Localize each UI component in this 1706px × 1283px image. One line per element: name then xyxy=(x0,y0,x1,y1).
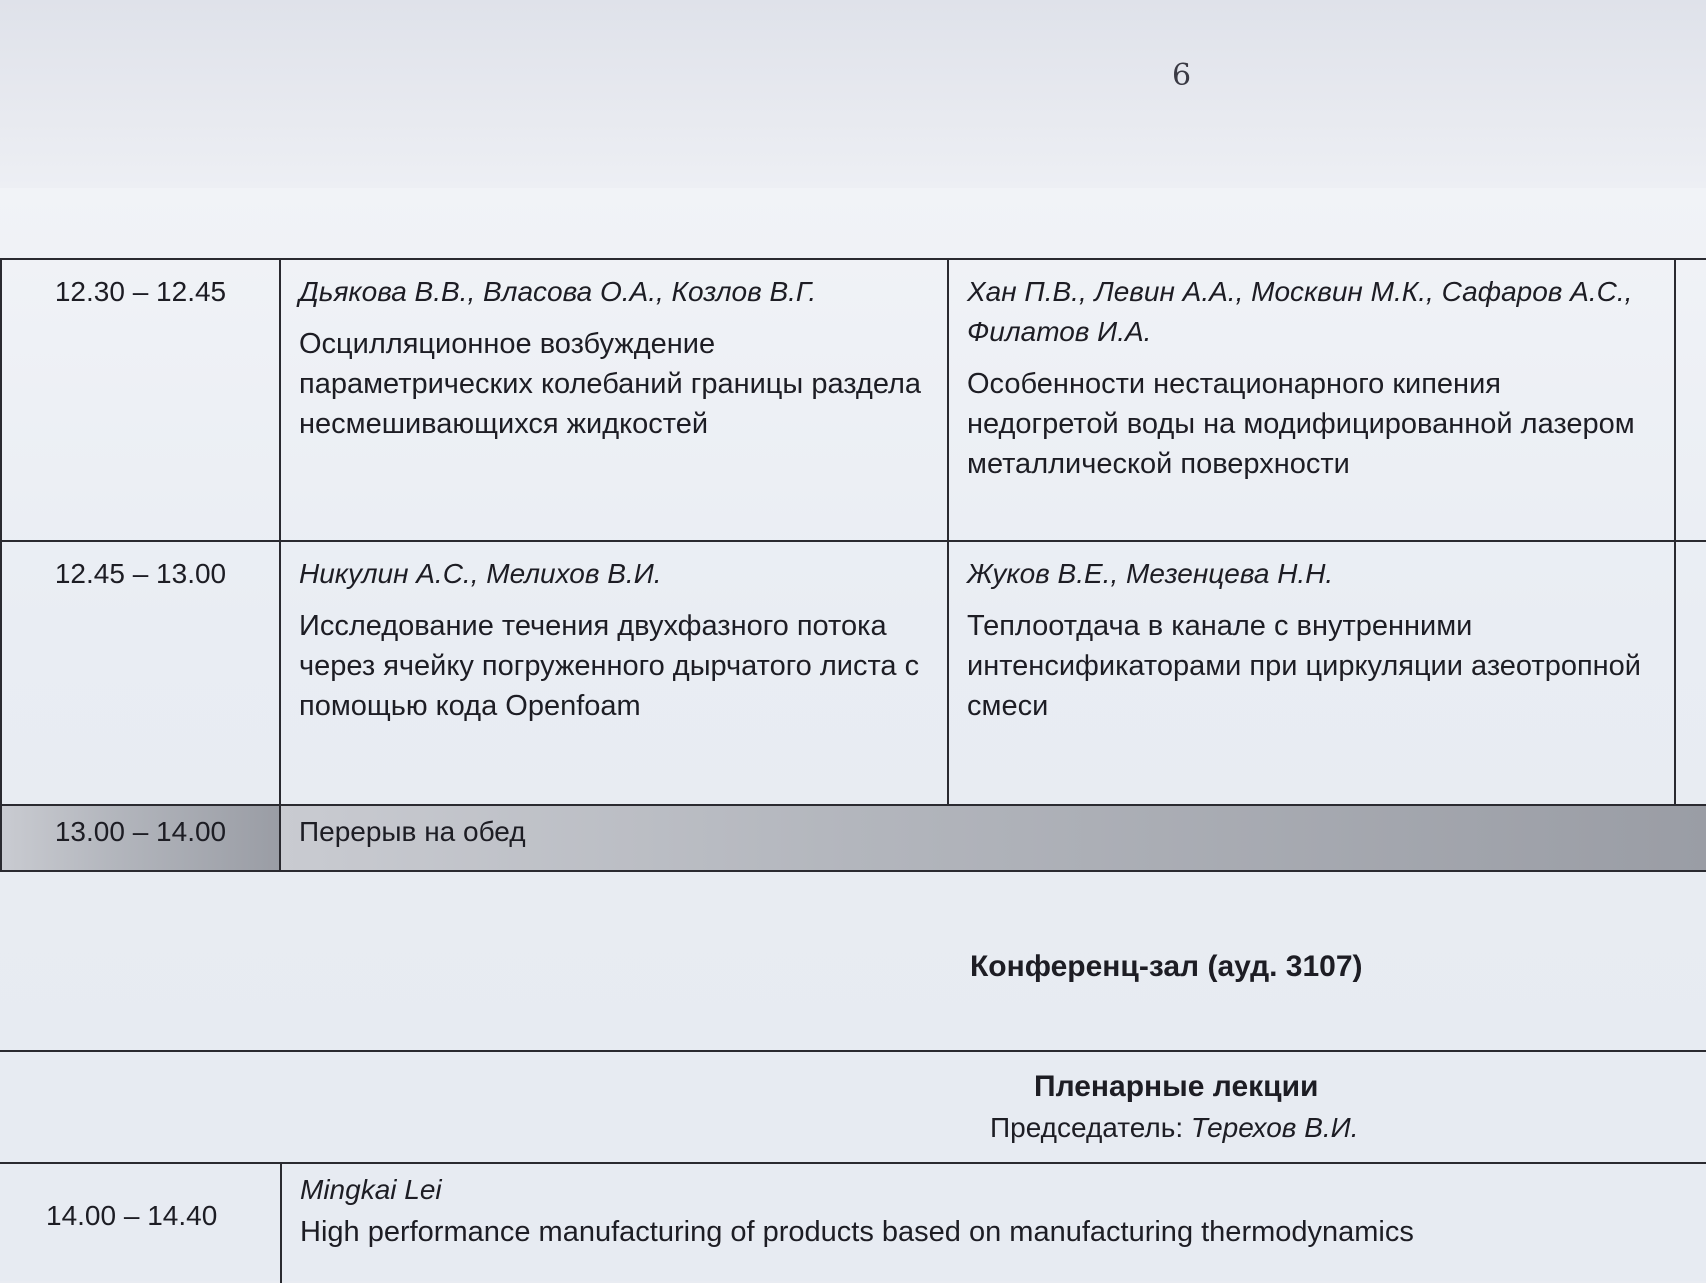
previous-page-fold xyxy=(0,0,1706,200)
lecture-title: High performance manufacturing of products based on manufacturing thermodynamics xyxy=(300,1216,1414,1248)
lecture-author: Mingkai Lei xyxy=(300,1174,442,1205)
chair-name: Терехов В.И. xyxy=(1190,1112,1359,1143)
table-row xyxy=(1,259,1706,541)
hall-heading: Конференц-зал (ауд. 3107) xyxy=(970,950,1363,983)
talk-title: Теплоотдача в канале с внутренними интенсификаторами при циркуляции азеотропной смеси xyxy=(967,610,1641,722)
table-row xyxy=(0,1162,1706,1283)
table-row xyxy=(1,541,1706,805)
talk-cell xyxy=(948,541,1675,805)
lunch-break-row xyxy=(1,805,1706,871)
plenary-title: Пленарные лекции xyxy=(1034,1070,1319,1103)
time-slot: 12.30 – 12.45 xyxy=(1,259,280,541)
page-number: 6 xyxy=(1172,58,1192,93)
talk-authors: Жуков В.Е., Мезенцева Н.Н. xyxy=(967,558,1334,589)
plenary-section xyxy=(0,1050,1706,1281)
column-divider xyxy=(280,1164,282,1283)
talk-cell xyxy=(280,259,948,541)
talk-authors: Дьякова В.В., Власова О.А., Козлов В.Г. xyxy=(299,276,817,307)
cut-off-column xyxy=(1675,259,1706,541)
talk-cell xyxy=(280,541,948,805)
break-label: Перерыв на обед xyxy=(280,805,1706,871)
talk-authors: Никулин А.С., Мелихов В.И. xyxy=(299,558,662,589)
time-slot: 12.45 – 13.00 xyxy=(1,541,280,805)
break-time: 13.00 – 14.00 xyxy=(1,805,280,871)
talk-title: Осцилляционное возбуждение параметрических колебаний границы раздела несмешивающихся жидкостей xyxy=(299,328,922,440)
talk-title: Исследование течения двухфазного потока через ячейку погруженного дырчатого листа с помощью кода Openfoam xyxy=(299,610,920,722)
cut-off-column xyxy=(1675,541,1706,805)
talk-authors: Хан П.В., Левин А.А., Москвин М.К., Сафаров А.С., Филатов И.А. xyxy=(967,276,1633,347)
chair-label: Председатель: xyxy=(990,1112,1184,1143)
lecture-time: 14.00 – 14.40 xyxy=(46,1200,218,1231)
talk-title: Особенности нестационарного кипения недогретой воды на модифицированной лазером металлической поверхности xyxy=(967,368,1635,480)
schedule-table xyxy=(0,258,1706,872)
talk-cell xyxy=(948,259,1675,541)
chair-line xyxy=(990,1112,1358,1144)
